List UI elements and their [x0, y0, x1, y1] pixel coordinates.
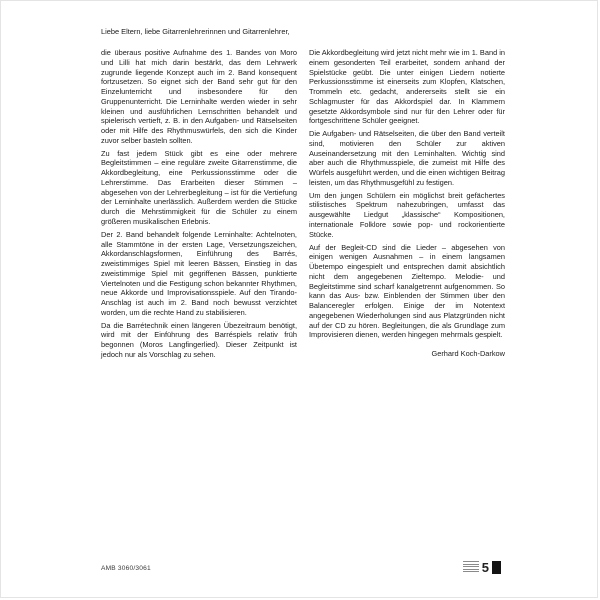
paragraph: Der 2. Band behandelt folgende Lerninhalte: Achtelnoten, alle Stammtöne in der ersten Lage, Versetzungszeichen, Akkordanschlagsformen, Einführung des Barrés, zweistimmiges Spiel mit leeren Bässen, Einstieg in das zweistimmige Spiel mit gegriffenen Bässen, punktierte Viertelnoten und die Festigung schon bekannter Rhythmen, neue Akkorde und Improvisationsspiele. Auf den Tirando-Anschlag ist auch im 2. Band noch bewusst verzichtet worden, um die rechte Hand zu stabilisieren.	[101, 229, 297, 317]
paragraph: Die Akkordbegleitung wird jetzt nicht mehr wie im 1. Band in einem gesonderten Teil erarbeitet, sondern anhand der Spielstücke geübt. Die unter einigen Liedern notierte Perkussionsstimme ist einerseits zum Klopfen, Klatschen, Trommeln etc. gedacht, andererseits stellt sie ein Schlagmuster für das Akkordspiel dar. In Klammern gesetzte Akkordsymbole sind nur für den Lehrer oder für fortgeschrittene Schüler geeignet.	[309, 48, 505, 126]
page-footer	[101, 561, 501, 574]
paragraph: Da die Barrétechnik einen längeren Übezeitraum benötigt, wird mit der Einführung des Barréspiels relativ früh begonnen (Moros Langfingerlied). Dieser Zeitpunkt ist jedoch nur als Vorschlag zu sehen.	[101, 320, 297, 359]
page-number: 5	[481, 560, 489, 575]
paragraph: die überaus positive Aufnahme des 1. Bandes von Moro und Lilli hat mich darin bestärkt, das dem Lehrwerk zugrunde liegende Konzept auch im 2. Band konsequent fortzusetzen. So eignet sich der Band sehr gut für den Einzelunterricht und insbesondere für den Gruppenunterricht. Die Lerninhalte werden wieder in sehr kleinen und ausführlichen Lernschritten behandelt und spielerisch vertieft, z. B. in den Aufgaben- und Rätselseiten oder mit Hilfe des Rhythmuswürfels, den sich die Kinder zuvor selber basteln sollten.	[101, 48, 297, 145]
paragraph: Zu fast jedem Stück gibt es eine oder mehrere Begleitstimmen – eine reguläre zweite Gitarrenstimme, die Akkordbegleitung, eine Perkussionsstimme oder die Lehrerstimme. Das Erarbeiten dieser Stimmen – abgesehen von der Lehrerbegleitung – ist für die Vertiefung der Lerninhalte unerlässlich. Außerdem werden die Stücke durch die Mehrstimmigkeit für die Schüler zu einem größeren musikalischen Erlebnis.	[101, 148, 297, 227]
catalog-number: AMB 3060/3061	[101, 565, 151, 572]
text-columns	[101, 48, 505, 363]
paragraph: Die Aufgaben- und Rätselseiten, die über den Band verteilt sind, motivieren den Schüler zur aktiven Auseinandersetzung mit den Lerninhalten. Wichtig sind aber auch die Rhythmusspiele, die zumeist mit Hilfe des Würfels ausgeführt werden, und die einen wichtigen Beitrag leisten, um das Rhythmusgefühl zu festigen.	[309, 129, 505, 187]
paragraph: Um den jungen Schülern ein möglichst breit gefächertes stilistisches Spektrum nahezubringen, umfasst das ausgewählte Liedgut „klassische“ Kompositionen, internationale Folklore sowie pop- und rockorientierte Stücke.	[309, 190, 505, 239]
left-column	[101, 48, 297, 363]
stacked-lines-icon	[463, 561, 479, 574]
black-square-icon	[492, 561, 501, 574]
paragraph: Auf der Begleit-CD sind die Lieder – abgesehen von einigen wenigen Ausnahmen – in einem langsamen Übetempo eingespielt und entsprechen damit absichtlich nicht dem angegebenen Zieltempo. Melodie- und Begleitstimme sind scharf kanalgetrennt aufgenommen. So kann das Aus- bzw. Einblenden der Stimmen über den Balanceregler erfolgen. Einige der im Notentext angegebenen Wiederholungen sind aus Platzgründen nicht auf der CD zu hören. Begleitungen, die als Grundlage zum Improvisieren dienen, werden hingegen mehrmals gespielt.	[309, 242, 505, 340]
author-signature: Gerhard Koch-Darkow	[431, 349, 505, 359]
right-column	[309, 48, 505, 363]
publisher-logo	[463, 561, 501, 574]
greeting: Liebe Eltern, liebe Gitarrenlehrerinnen und Gitarrenlehrer,	[101, 27, 290, 36]
